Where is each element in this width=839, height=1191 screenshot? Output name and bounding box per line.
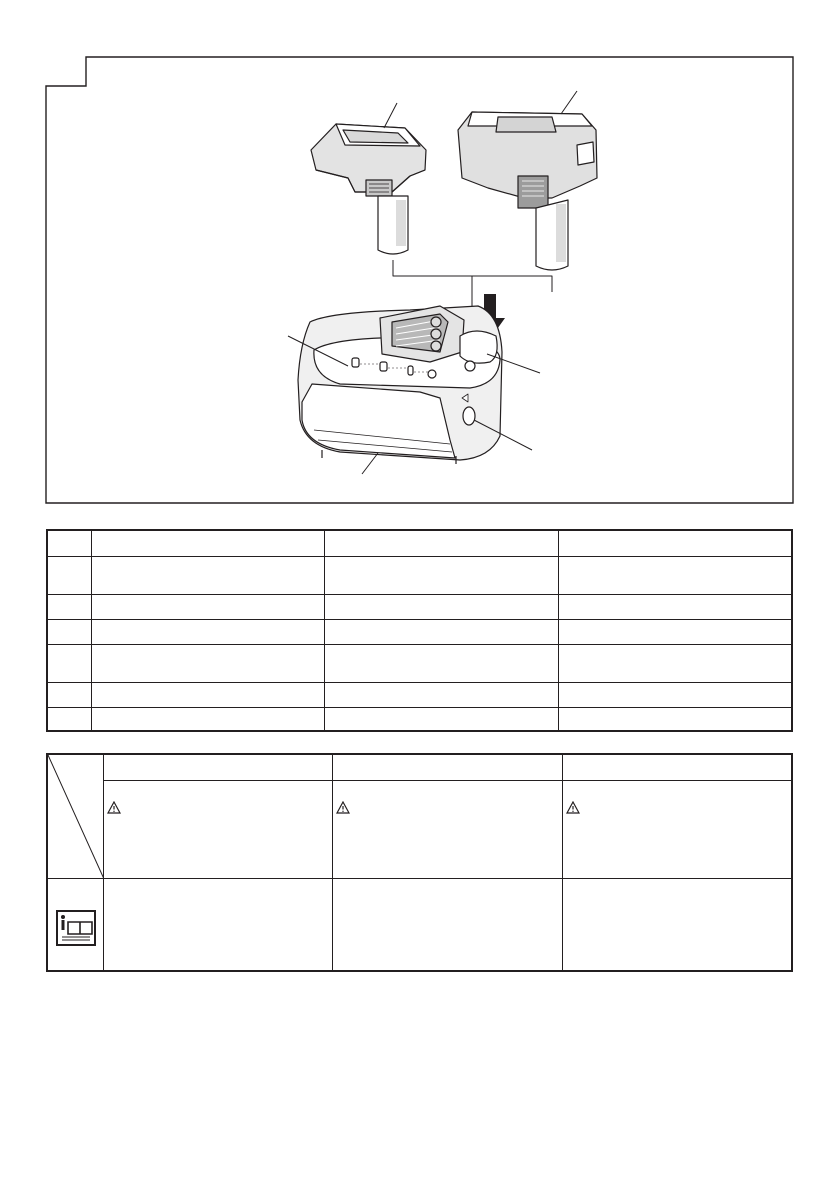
- table-row: [47, 707, 792, 731]
- manual-text-cell: [333, 878, 563, 971]
- warning-cell: [562, 780, 792, 878]
- figure-charger-batteries: [0, 0, 839, 510]
- warning-cell: [333, 780, 563, 878]
- table-cell: [325, 530, 559, 556]
- table-cell: [558, 594, 792, 619]
- table-row: [47, 619, 792, 644]
- header-cell: [333, 754, 563, 780]
- table-cell: [325, 594, 559, 619]
- table-cell: [325, 707, 559, 731]
- table-row: [47, 530, 792, 556]
- warning-triangle-icon: [566, 801, 580, 814]
- table-row: [47, 754, 792, 780]
- row-number: [47, 556, 91, 594]
- manual-icon-cell: [47, 878, 103, 971]
- row-number: [47, 619, 91, 644]
- table-row: [47, 556, 792, 594]
- table-cell: [558, 644, 792, 682]
- warning-cell: [103, 780, 333, 878]
- table-cell: [558, 707, 792, 731]
- table-cell: [558, 556, 792, 594]
- table-row: [47, 878, 792, 971]
- table-cell: [91, 707, 325, 731]
- row-number: [47, 682, 91, 707]
- manual-text-cell: [103, 878, 333, 971]
- table-cell: [325, 556, 559, 594]
- table-cell: [91, 619, 325, 644]
- row-number: [47, 530, 91, 556]
- table-cell: [91, 556, 325, 594]
- parts-table: [46, 529, 793, 732]
- warning-triangle-icon: [107, 801, 121, 814]
- warning-table: [46, 753, 793, 972]
- table-row: [47, 644, 792, 682]
- battery-large-illustration: [458, 91, 597, 270]
- table-cell: [91, 594, 325, 619]
- diagonal-line: [48, 755, 104, 879]
- table-cell: [91, 530, 325, 556]
- table-cell: [558, 530, 792, 556]
- diagonal-corner-cell: [47, 754, 103, 878]
- table-row: [47, 780, 792, 878]
- manual-text-cell: [562, 878, 792, 971]
- table-cell: [325, 682, 559, 707]
- row-number: [47, 644, 91, 682]
- warning-triangle-icon: [336, 801, 350, 814]
- table-cell: [91, 682, 325, 707]
- row-number: [47, 594, 91, 619]
- table-row: [47, 594, 792, 619]
- table-cell: [325, 644, 559, 682]
- charger-illustration: [298, 306, 502, 464]
- table-cell: [91, 644, 325, 682]
- read-manual-icon: [56, 910, 96, 946]
- table-row: [47, 682, 792, 707]
- table-cell: [325, 619, 559, 644]
- table-cell: [558, 619, 792, 644]
- header-cell: [103, 754, 333, 780]
- table-cell: [558, 682, 792, 707]
- header-cell: [562, 754, 792, 780]
- battery-small-illustration: [311, 103, 426, 254]
- row-number: [47, 707, 91, 731]
